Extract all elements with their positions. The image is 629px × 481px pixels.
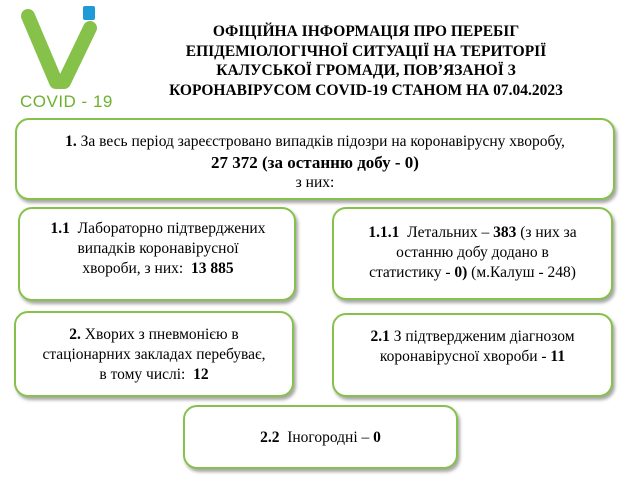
- box-text: З підтвердженим діагнозом: [393, 328, 575, 345]
- box-text: (з них за: [520, 224, 577, 241]
- lab-confirmed-box: [18, 207, 296, 301]
- title-line: ЕПІДЕМІОЛОГІЧНОЇ СИТУАЦІЇ НА ТЕРИТОРІЇ: [185, 42, 547, 60]
- nonresidents-value: 0: [373, 429, 381, 446]
- lab-confirmed-value: 13 885: [190, 260, 234, 277]
- box-line: [30, 259, 286, 279]
- box-line: [22, 325, 286, 345]
- page-title: [118, 22, 614, 100]
- covid-logo: [14, 4, 126, 114]
- deaths-value: 383: [493, 224, 517, 241]
- box-line: [340, 347, 605, 367]
- box-text: (м.Калуш - 248): [471, 264, 576, 281]
- box-line: випадків коронавірусної: [77, 240, 239, 257]
- confirmed-diagnosis-value: 11: [550, 348, 566, 365]
- title-line: КАЛУСЬКОЇ ГРОМАДИ, ПОВ’ЯЗАНОЇ З: [216, 62, 516, 79]
- total-suspected-box: [15, 118, 615, 200]
- pneumonia-box: [14, 311, 294, 397]
- deaths-box: [332, 207, 613, 300]
- box-number: 2.1: [370, 328, 390, 345]
- deaths-day-value: 0): [454, 264, 468, 281]
- box-number: 2.: [69, 326, 81, 343]
- title-line: КОРОНАВІРУСОМ COVID-19 СТАНОМ НА 07.04.2023: [169, 81, 563, 99]
- total-suspected-text: [17, 132, 613, 152]
- box-text: в тому числі:: [99, 366, 186, 383]
- box-number: 1.1.1: [368, 224, 400, 241]
- box-text: Лабораторно підтверджених: [77, 220, 266, 237]
- box-text: Хворих з пневмонією в: [84, 326, 239, 343]
- box-line: [30, 219, 286, 239]
- box-number: 1.1: [50, 220, 70, 237]
- box-text: хвороби, з них:: [82, 260, 184, 277]
- box-text: За весь період зареєстровано випадків підозри на коронавірусну хворобу,: [80, 133, 565, 150]
- box-line: стаціонарних закладах перебуває,: [42, 346, 266, 363]
- blue-dot-icon: [83, 6, 95, 20]
- box-line: [340, 327, 605, 347]
- box-line: [342, 263, 603, 283]
- total-suspected-value: 27 372 (за останню добу - 0): [211, 153, 419, 172]
- title-line: ОФІЦІЙНА ІНФОРМАЦІЯ ПРО ПЕРЕБІГ: [212, 23, 520, 40]
- box-number: 2.2: [260, 429, 280, 446]
- box-line: [22, 365, 286, 385]
- pneumonia-value: 12: [193, 366, 209, 383]
- confirmed-diagnosis-box: [332, 313, 613, 397]
- box-text: Іногородні –: [287, 429, 370, 446]
- logo-text: COVID - 19: [20, 92, 113, 111]
- box-text: статистику -: [369, 264, 451, 281]
- box-line: останню добу додано в: [396, 244, 549, 261]
- nonresidents-box: [183, 405, 458, 469]
- box-number: 1.: [65, 133, 77, 150]
- box-text: коронавірусної хвороби -: [379, 348, 547, 365]
- v-check-icon: [14, 4, 126, 94]
- box-text: Летальних –: [407, 224, 490, 241]
- box-suffix: з них:: [295, 174, 335, 191]
- box-line: [342, 223, 603, 243]
